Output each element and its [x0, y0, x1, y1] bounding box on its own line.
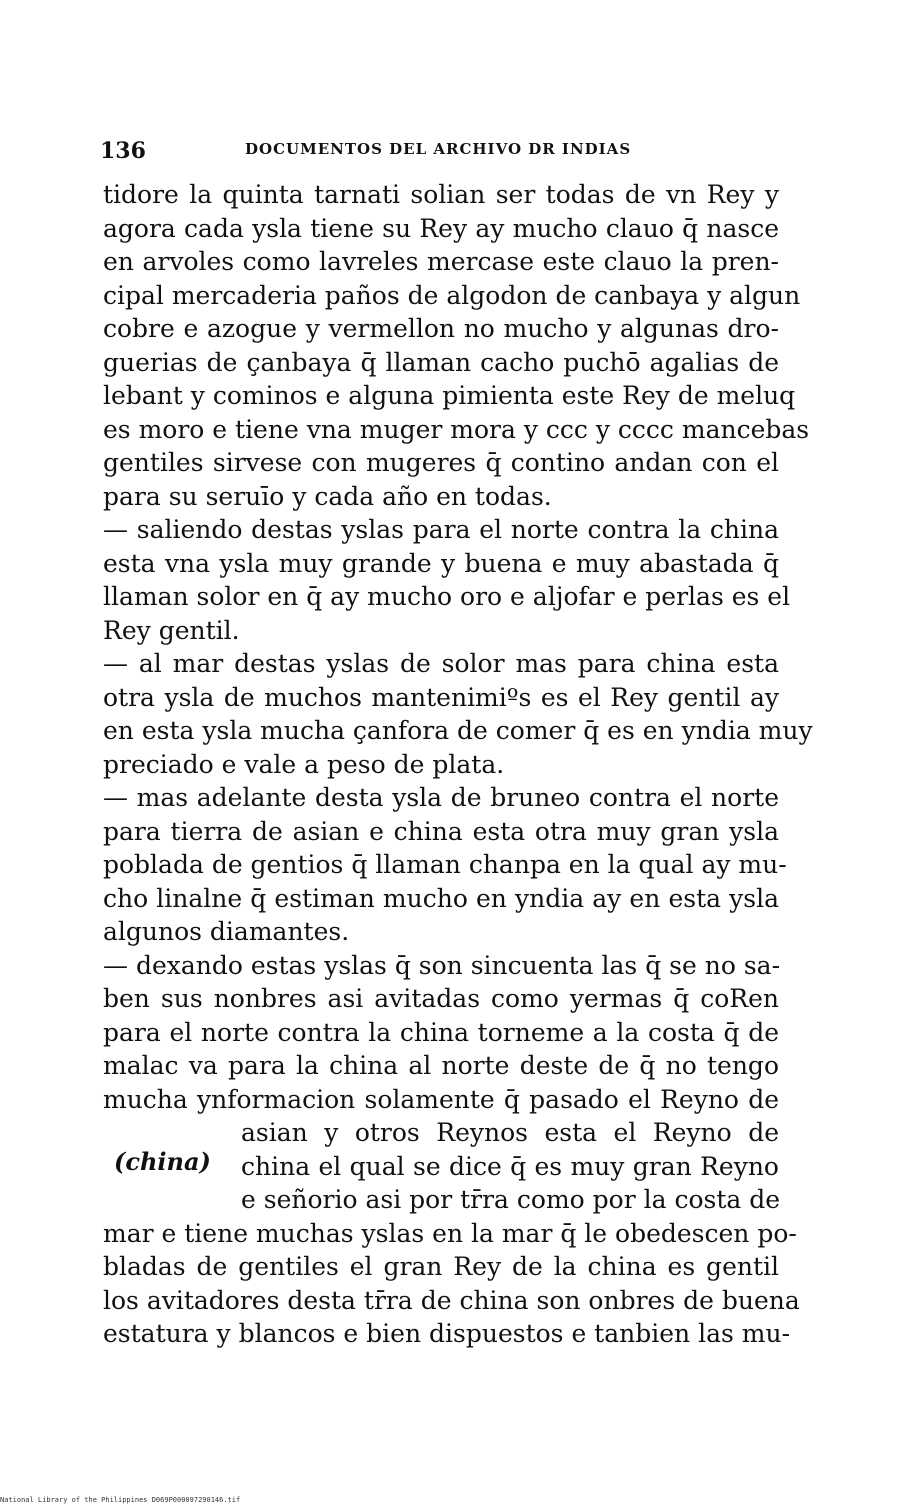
- text-line: bladas de gentiles el gran Rey de la china es gentil: [103, 1252, 779, 1281]
- text-line: tidore la quinta tarnati solian ser todas de vn Rey y: [103, 180, 779, 209]
- running-title: DOCUMENTOS DEL ARCHIVO DR INDIAS: [245, 140, 632, 158]
- text-line: china el qual se dice q̄ es muy gran Reyno: [241, 1151, 779, 1181]
- text-line: para tierra de asian e china esta otra muy gran ysla: [103, 816, 779, 846]
- text-line: preciado e vale a peso de plata.: [103, 749, 505, 779]
- text-line: cobre e azogue y vermellon no mucho y algunas dro-: [103, 314, 779, 343]
- text-line: agora cada ysla tiene su Rey ay mucho clauo q̄ nasce: [103, 213, 779, 243]
- text-line: cho linalne q̄ estiman mucho en yndia ay en esta ysla: [103, 883, 779, 913]
- text-line: es moro e tiene vna muger mora y ccc y cccc mancebas: [103, 414, 810, 444]
- text-line: para el norte contra la china torneme a la costa q̄ de: [103, 1017, 779, 1047]
- text-line: estatura y blancos e bien dispuestos e tanbien las mu-: [103, 1319, 791, 1348]
- text-line: Rey gentil.: [103, 615, 240, 645]
- text-line: en arvoles como lavreles mercase este clauo la pren-: [103, 247, 779, 276]
- scan-footer: National Library of the Philippines D069P000097290146.tif: [0, 1496, 241, 1504]
- text-line: — saliendo destas yslas para el norte contra la china: [103, 515, 779, 544]
- text-line: gentiles sirvese con mugeres q̄ contino andan con el: [103, 448, 779, 477]
- margin-note: (china): [114, 1147, 211, 1176]
- text-line: — mas adelante desta ysla de bruneo contra el norte: [103, 783, 779, 812]
- text-line: — dexando estas yslas q̄ son sincuenta las q̄ se no sa-: [103, 950, 781, 980]
- text-line: esta vna ysla muy grande y buena e muy abastada q̄: [103, 548, 779, 578]
- text-line: cipal mercaderia paños de algodon de canbaya y algun: [103, 280, 801, 310]
- text-line: mucha ynformacion solamente q̄ pasado el Reyno de: [103, 1084, 779, 1114]
- text-line: asian y otros Reynos esta el Reyno de: [241, 1118, 779, 1147]
- text-line: otra ysla de muchos mantenimiºs es el Rey gentil ay: [103, 682, 779, 712]
- page-number: 136: [100, 138, 146, 164]
- text-line: para su seruīo y cada año en todas.: [103, 481, 552, 511]
- text-line: e señorio asi por tr̄ra como por la costa de: [241, 1185, 781, 1214]
- text-line: poblada de gentios q̄ llaman chanpa en la qual ay mu-: [103, 850, 787, 879]
- text-line: ben sus nonbres asi avitadas como yermas q̄ coRen: [103, 984, 779, 1013]
- text-line: algunos diamantes.: [103, 917, 350, 946]
- text-line: lebant y cominos e alguna pimienta este Rey de meluq: [103, 381, 796, 410]
- text-line: malac va para la china al norte deste de q̄ no tengo: [103, 1051, 779, 1080]
- text-line: los avitadores desta tr̄ra de china son onbres de buena: [103, 1285, 800, 1315]
- text-line: en esta ysla mucha çanfora de comer q̄ es en yndia muy: [103, 716, 813, 745]
- text-line: — al mar destas yslas de solor mas para china esta: [103, 649, 779, 678]
- page-header: [100, 138, 780, 168]
- text-line: guerias de çanbaya q̄ llaman cacho puchō agalias de: [103, 347, 779, 377]
- text-line: llaman solor en q̄ ay mucho oro e aljofar e perlas es el: [103, 582, 791, 611]
- text-line: mar e tiene muchas yslas en la mar q̄ le obedescen po-: [103, 1218, 797, 1248]
